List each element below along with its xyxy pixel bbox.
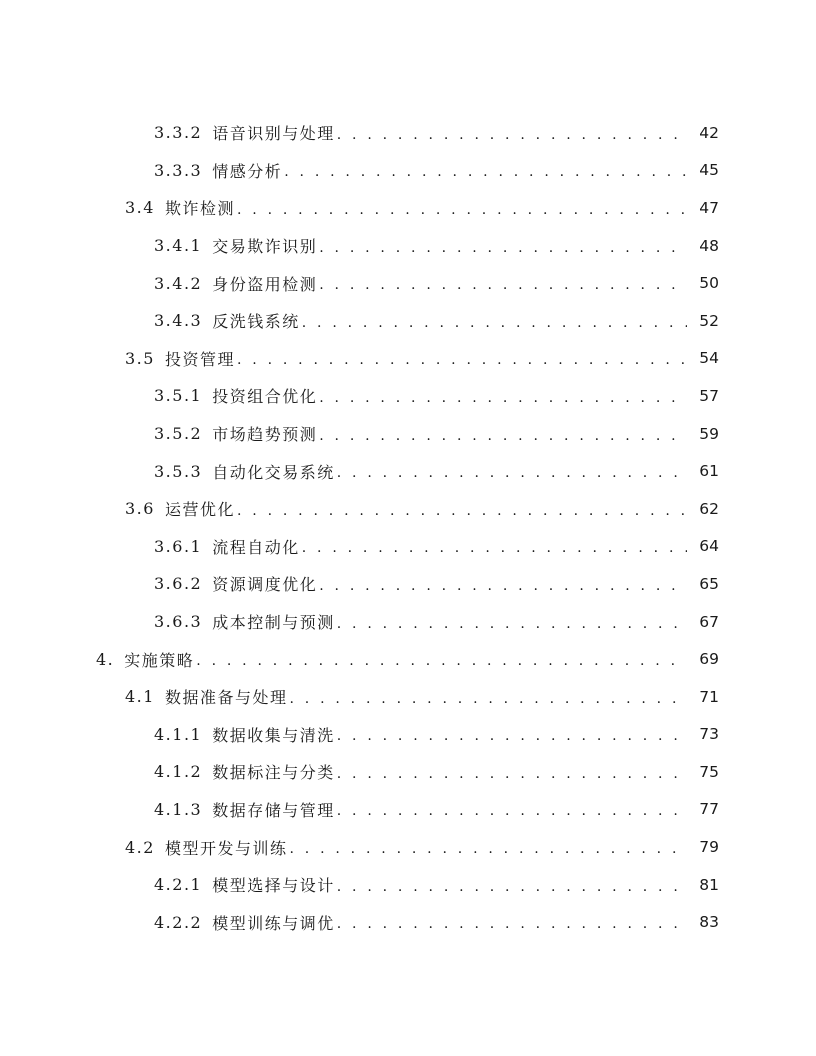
toc-entry-title: 市场趋势预测 [212,425,318,445]
toc-entry-page-number: 67 [699,612,719,631]
toc-entry-number: 3.4.2 [154,273,203,293]
toc-entry-title: 反洗钱系统 [212,312,300,332]
toc-entry-page-number: 48 [699,236,719,255]
toc-entry-title: 模型开发与训练 [164,838,288,858]
toc-entry-number: 3.6.1 [154,536,203,556]
toc-entry[interactable] [0,678,816,716]
toc-entry[interactable] [0,753,816,791]
toc-entry-page-number: 59 [699,424,719,443]
toc-entry[interactable] [0,603,816,641]
toc-dot-leader [196,653,687,669]
toc-entry-page-number: 65 [699,574,719,593]
toc-entry-number: 3.6 [125,499,155,519]
toc-entry[interactable] [0,452,816,490]
toc-entry-page-number: 81 [699,875,719,894]
toc-entry[interactable] [0,716,816,754]
toc-entry[interactable] [0,828,816,866]
toc-entry-page-number: 57 [699,386,719,405]
toc-entry-page-number: 61 [699,462,719,481]
toc-entry-page-number: 45 [699,161,719,180]
toc-dot-leader [319,240,687,256]
toc-entry-page-number: 79 [699,838,719,857]
toc-entry-title: 身份盗用检测 [212,274,318,294]
toc-entry[interactable] [0,227,816,265]
toc-entry-title: 实施策略 [124,650,195,670]
toc-entry-number: 4.1.2 [154,762,203,782]
toc-entry-number: 4. [96,649,115,669]
toc-dot-leader [319,428,687,444]
toc-entry-title: 模型选择与设计 [212,876,335,896]
toc-entry-title: 数据标注与分类 [212,763,335,783]
toc-dot-leader [337,728,687,744]
toc-entry-title: 投资组合优化 [212,387,318,407]
toc-entry-title: 运营优化 [164,500,235,520]
toc-dot-leader [237,352,687,368]
toc-dot-leader [337,766,687,782]
toc-entry-page-number: 69 [699,650,719,669]
toc-entry-number: 4.1.1 [154,724,203,744]
toc-entry[interactable] [0,415,816,453]
toc-entry[interactable] [0,152,816,190]
toc-entry[interactable] [0,528,816,566]
toc-dot-leader [289,841,687,857]
toc-entry[interactable] [0,264,816,302]
toc-entry-page-number: 54 [699,349,719,368]
toc-dot-leader [284,164,687,180]
toc-entry-title: 资源调度优化 [212,575,318,595]
toc-entry-page-number: 83 [699,913,719,932]
toc-dot-leader [337,465,687,481]
toc-entry[interactable] [0,340,816,378]
toc-entry-number: 3.5 [125,348,155,368]
toc-entry-title: 流程自动化 [212,537,300,557]
toc-entry-number: 4.2 [125,837,155,857]
toc-entry-page-number: 71 [699,687,719,706]
toc-entry-page-number: 42 [699,123,719,142]
toc-dot-leader [237,202,687,218]
toc-entry-title: 数据存储与管理 [212,800,335,820]
toc-entry[interactable] [0,114,816,152]
toc-dot-leader [319,578,687,594]
toc-dot-leader [337,916,687,932]
toc-entry-title: 语音识别与处理 [212,124,335,144]
toc-entry-page-number: 62 [699,499,719,518]
toc-entry-number: 3.6.2 [154,574,203,594]
toc-entry-title: 数据准备与处理 [164,688,288,708]
toc-entry-number: 3.4.1 [154,236,203,256]
toc-entry-page-number: 77 [699,800,719,819]
toc-entry-number: 4.1.3 [154,799,203,819]
toc-entry-number: 3.3.2 [154,123,203,143]
toc-entry[interactable] [0,866,816,904]
toc-entry[interactable] [0,791,816,829]
toc-dot-leader [237,503,687,519]
toc-entry-number: 3.4.3 [154,311,203,331]
toc-entry[interactable] [0,903,816,941]
toc-entry[interactable] [0,565,816,603]
toc-entry-number: 3.6.3 [154,612,203,632]
toc-entry-page-number: 52 [699,311,719,330]
toc-dot-leader [302,315,687,331]
toc-entry-page-number: 73 [699,725,719,744]
toc-entry-title: 情感分析 [212,161,283,181]
toc-entry-number: 3.5.2 [154,424,203,444]
toc-entry-number: 3.3.3 [154,160,203,180]
toc-dot-leader [319,277,687,293]
toc-entry-page-number: 75 [699,762,719,781]
toc-entry-title: 交易欺诈识别 [212,237,318,257]
toc-entry-title: 数据收集与清洗 [212,725,335,745]
toc-dot-leader [337,616,687,632]
toc-entry[interactable] [0,302,816,340]
toc-dot-leader [337,803,687,819]
toc-entry-number: 3.5.1 [154,386,203,406]
toc-entry-page-number: 47 [699,198,719,217]
toc-entry-page-number: 50 [699,274,719,293]
toc-entry[interactable] [0,490,816,528]
toc-entry-number: 4.2.1 [154,875,203,895]
toc-entry-title: 欺诈检测 [164,199,235,219]
toc-entry-number: 4.1 [125,687,155,707]
toc-entry-title: 投资管理 [164,349,235,369]
toc-entry-number: 4.2.2 [154,912,203,932]
toc-dot-leader [337,879,687,895]
toc-entry-title: 自动化交易系统 [212,462,335,482]
toc-entry[interactable] [0,640,816,678]
toc-entry-title: 模型训练与调优 [212,913,335,933]
toc-entry[interactable] [0,377,816,415]
toc-dot-leader [319,390,687,406]
toc-entry-title: 成本控制与预测 [212,613,335,633]
table-of-contents [0,114,816,941]
toc-dot-leader [302,540,687,556]
toc-dot-leader [289,691,687,707]
toc-entry[interactable] [0,189,816,227]
toc-entry-number: 3.5.3 [154,461,203,481]
toc-dot-leader [337,127,687,143]
toc-entry-page-number: 64 [699,537,719,556]
toc-entry-number: 3.4 [125,198,155,218]
